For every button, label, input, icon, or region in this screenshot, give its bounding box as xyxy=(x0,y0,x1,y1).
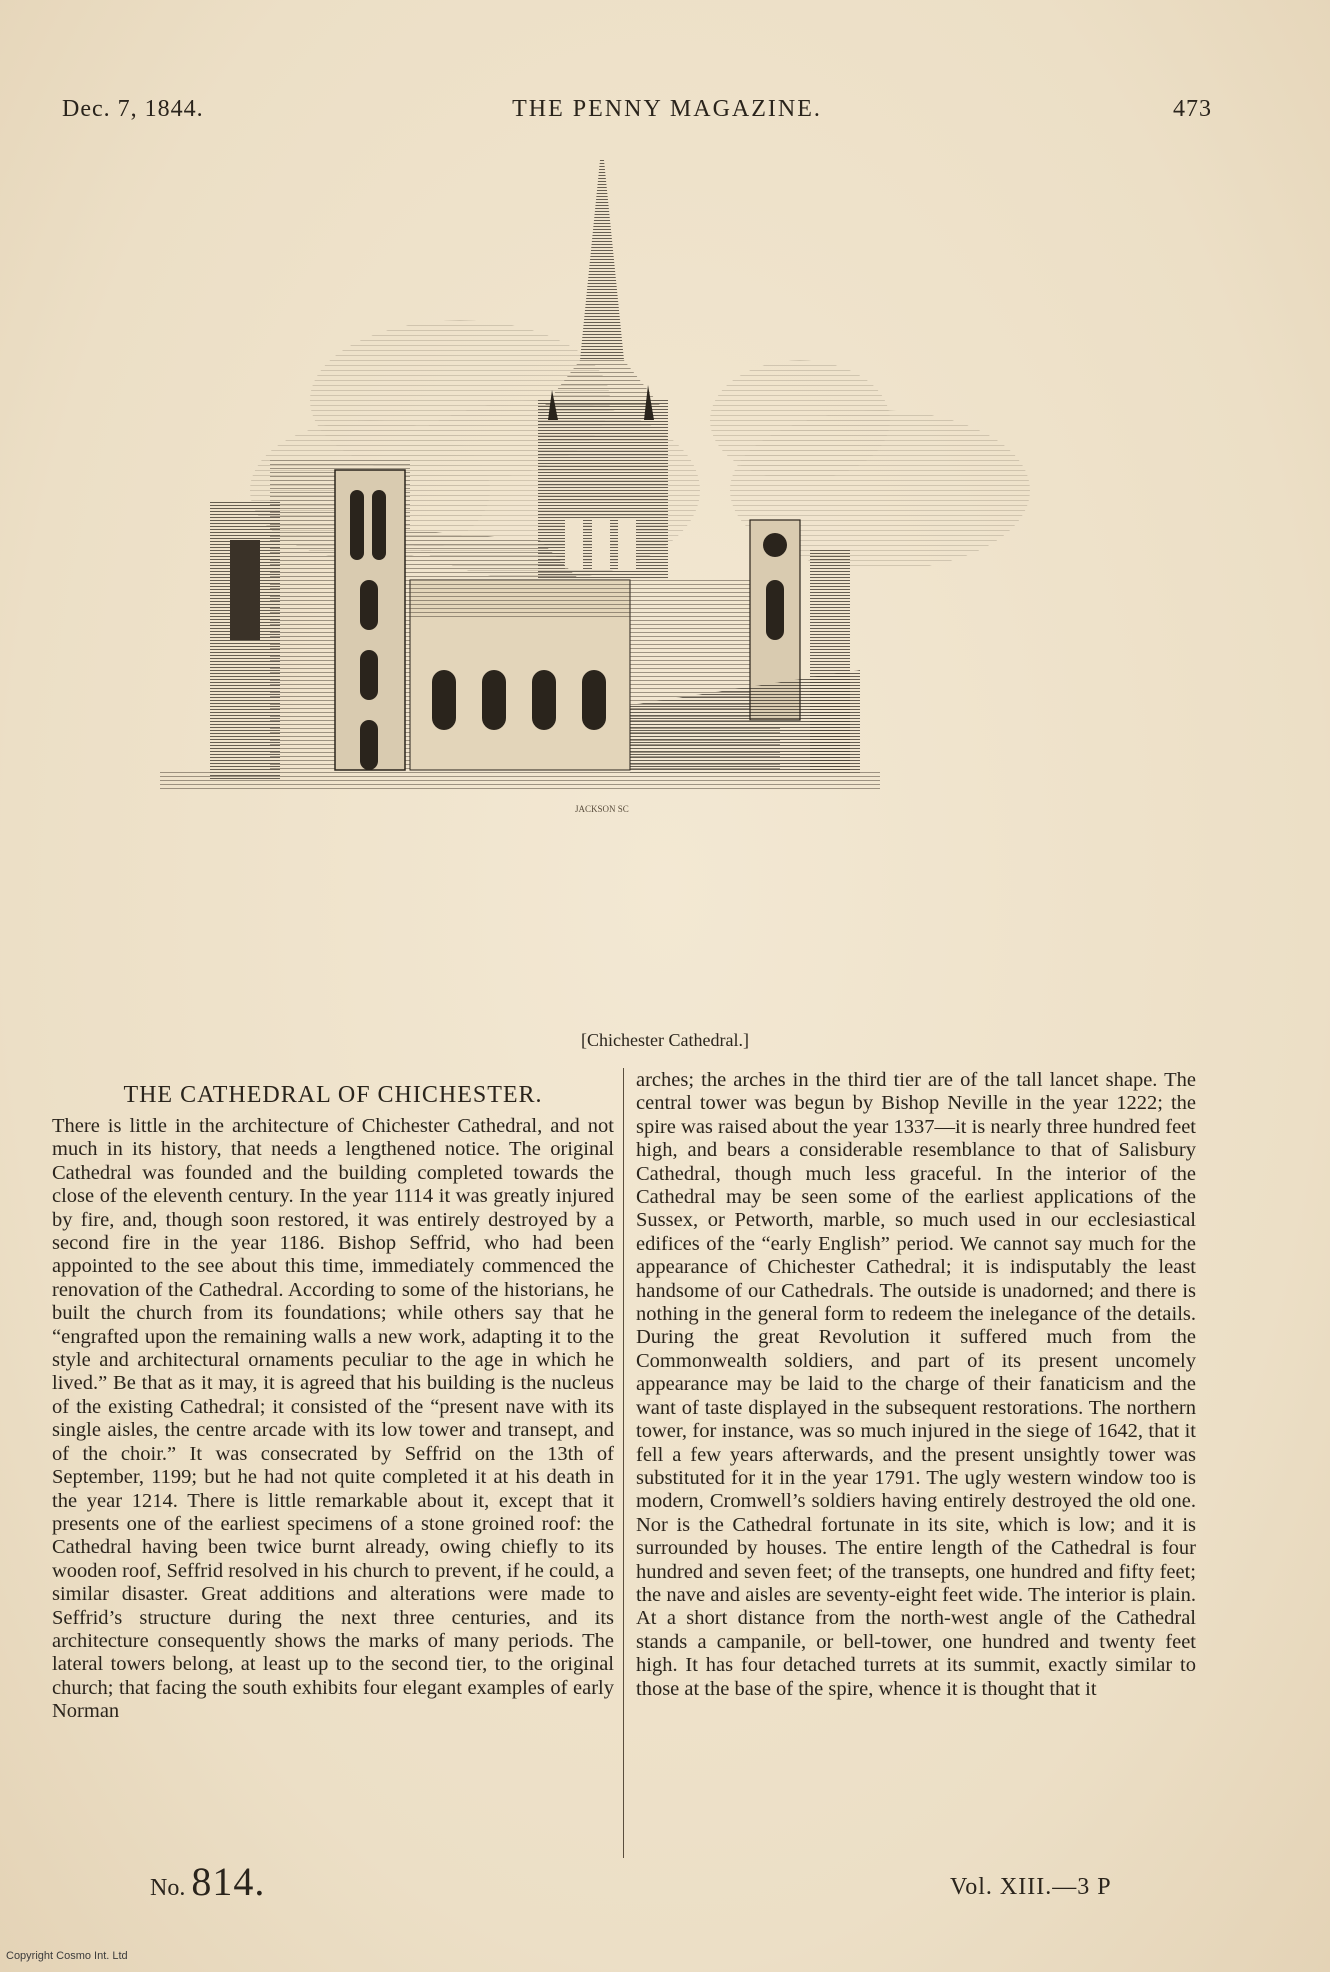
article-column-right xyxy=(636,1069,1196,1854)
article-text-left: There is little in the architecture of Chichester Cathedral, and not much in its history, that needs a lengthened notice. The original Cathedral was founded and the building completed towards the close of the eleventh century. In the year 1114 it was greatly injured by fire, and, though soon restored, it was entirely destroyed by a second fire in the year 1186. Bishop Seffrid, who had been appointed to the see about this time, immediately commenced the renovation of the Cathedral. According to some of the historians, he built the church from its foundations; while others say that he “engrafted upon the remaining walls a new work, adapting it to the style and architectural ornaments peculiar to the age in which he lived.” Be that as it may, it is agreed that his building is the nucleus of the existing Cathedral; it consisted of the “present nave with its single aisles, the centre arcade with its low tower and transept, and of the choir.” It was consecrated by Seffrid on the 13th of September, 1199; but he had not quite completed it at his death in the year 1214. There is little remarkable about it, except that it presents one of the earliest specimens of a stone groined roof: the Cathedral having been twice burnt already, owing chiefly to its wooden roof, Seffrid resolved in his church to prevent, if he could, a similar disaster. Great additions and alterations were made to Seffrid’s structure during the next three centuries, and its architecture consequently shows the marks of many periods. The lateral towers belong, at least up to the second tier, to the original church; that facing the south exhibits four elegant examples of early Norman xyxy=(52,1115,614,1723)
cathedral-engraving xyxy=(160,160,1110,1030)
article-text-right: arches; the arches in the third tier are of the tall lancet shape. The central tower was begun by Bishop Neville in the year 1222; the spire was raised about the year 1337—it is nearly three hundred feet high, and bears a considerable resemblance to that of Salisbury Cathedral, though much less graceful. In the interior of the Cathedral may be seen some of the earliest applications of the Sussex, or Petworth, marble, so much used in our ecclesiastical edifices of the “early English” period. We cannot say much for the appearance of Chichester Cathedral; it is indisputably the least handsome of our Cathedrals. The outside is unadorned; and there is nothing in the general form to redeem the inelegance of the details. During the great Revolution it suffered much from the Commonwealth soldiers, and part of its present uncomely appearance may be laid to the charge of their fanaticism and the want of taste displayed in the subsequent restorations. The northern tower, for instance, was so much injured in the siege of 1642, that it fell a few years afterwards, and the present unsightly tower was substituted for it in the year 1791. The ugly western window too is modern, Cromwell’s soldiers having entirely destroyed the old one. Nor is the Cathedral fortunate in its site, which is low; and it is surrounded by houses. The entire length of the Cathedral is four hundred and seven feet; of the transepts, one hundred and fifty feet; the nave and aisles are seventy-eight feet wide. The interior is plain. At a short distance from the north-west angle of the Cathedral stands a campanile, or bell-tower, one hundred and twenty feet high. It has four detached turrets at its summit, exactly similar to those at the base of the spire, whence it is thought that it xyxy=(636,1069,1196,1700)
article-column-left xyxy=(52,1115,614,1855)
running-header xyxy=(62,96,1212,132)
issue-date: Dec. 7, 1844. xyxy=(62,96,204,122)
article-title: THE CATHEDRAL OF CHICHESTER. xyxy=(123,1082,543,1108)
south-aisle xyxy=(410,580,630,770)
engraver-mark: JACKSON SC xyxy=(575,804,629,814)
magazine-title: THE PENNY MAGAZINE. xyxy=(512,96,822,122)
issue-number xyxy=(150,1858,265,1905)
column-divider xyxy=(623,1068,624,1858)
page-number: 473 xyxy=(1173,96,1212,122)
issue-number-prefix: No. xyxy=(150,1875,186,1901)
ground xyxy=(160,770,880,790)
issue-number-value: 814. xyxy=(191,1859,266,1904)
west-tower xyxy=(210,460,410,780)
copyright-watermark: Copyright Cosmo Int. Ltd xyxy=(6,1950,128,1962)
figure-caption: [Chichester Cathedral.] xyxy=(581,1030,749,1050)
volume-signature: Vol. XIII.—3 P xyxy=(950,1874,1112,1900)
